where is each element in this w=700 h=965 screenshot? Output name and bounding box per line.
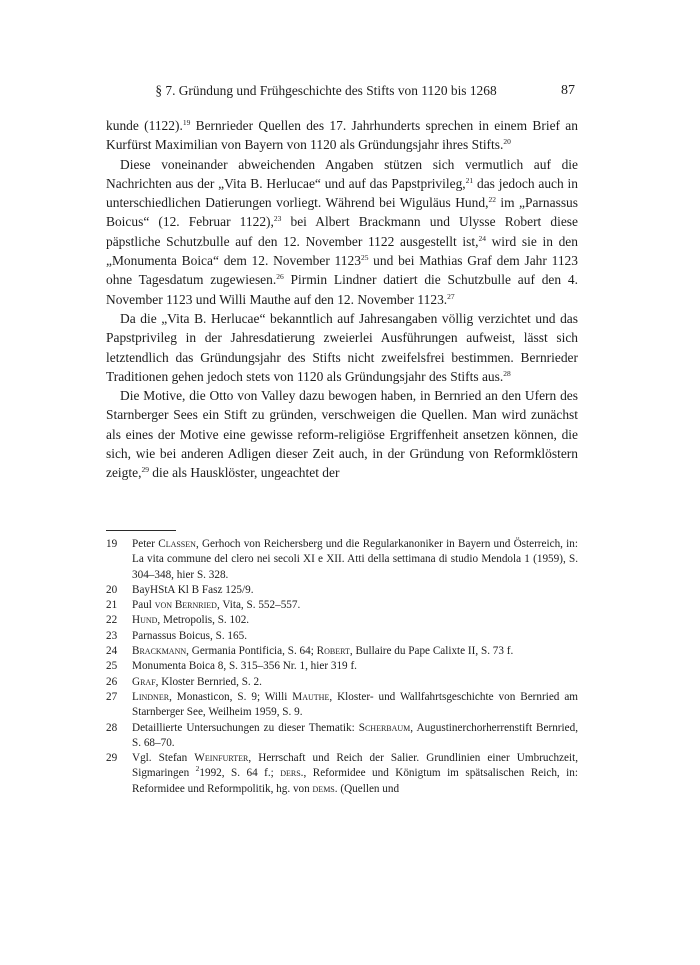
running-header bbox=[106, 82, 546, 100]
footnote-ref: 22 bbox=[488, 195, 496, 205]
footnote-23 bbox=[106, 629, 578, 644]
edition-superscript: 2 bbox=[195, 764, 200, 774]
footnote-ref: 20 bbox=[503, 137, 511, 147]
author-name: Brackmann bbox=[132, 645, 187, 658]
footnote-number: 25 bbox=[106, 660, 118, 673]
text-run: Paul bbox=[132, 599, 155, 612]
footnote-number: 23 bbox=[106, 629, 118, 642]
footnote-number: 26 bbox=[106, 675, 118, 688]
footnote-text bbox=[132, 690, 578, 721]
footnote-29 bbox=[106, 751, 578, 797]
footnote-number: 19 bbox=[106, 538, 118, 550]
text-run: Die Motive, die Otto von Valley dazu bewogen haben, in Bernried an den Ufern des Starnberger Sees ein Stift zu gründen, verschweigen die Quellen. Man wird zunächst als eines der Motive eine gewisse reform-religiöse Ergriffenheit ansetzen können, die sich, wie bei anderen Adligen dieser Zeit auch, in der Gründung von Reformklöstern zeigte, bbox=[106, 388, 578, 481]
text-run: , Gerhoch von Reichersberg und die Regularkanoniker in Bayern und Österreich, in: La vita commune del clero nei secoli XI e XII. Atti della settimana di studio Mendola 1 (1959), S. 304–348, hier S. 328. bbox=[132, 538, 578, 581]
footnote-text bbox=[132, 583, 578, 598]
author-name: Graf bbox=[132, 675, 156, 688]
text-run: im „Parnassus Boicus“ (12. Februar 1122), bbox=[106, 195, 578, 230]
section-title: § 7. Gründung und Frühgeschichte des Stifts von 1120 bis 1268 bbox=[155, 83, 497, 98]
text-run: die als Hausklöster, ungeachtet der bbox=[148, 465, 340, 481]
text-run: kunde (1122). bbox=[106, 118, 183, 133]
author-name: Hund bbox=[132, 614, 158, 627]
text-run: das jedoch auch in unterschiedlichen Datierungen vorliegt. Während bei Wiguläus Hund, bbox=[106, 175, 578, 211]
footnote-text bbox=[132, 613, 578, 628]
paragraph bbox=[106, 116, 578, 155]
text-run: Da die „Vita B. Herlucae“ bekanntlich auf Jahresangaben völlig verzichtet und das Papstprivileg in der Jahresdatierung zweierlei Ausführungen aufweist, lässt sich letztendlich das Gründungsjahr des Stifts nicht zweifelsfrei bestimmen. Bernrieder Traditionen gehen jedoch stets von 1120 als Gründungsjahr des Stifts aus. bbox=[106, 310, 578, 384]
text-run: Bernrieder Quellen des 17. Jahrhunderts sprechen in einem Brief an Kurfürst Maximilian von Bayern von 1120 als Gründungsjahr ihres Stifts. bbox=[106, 118, 578, 153]
footnote-ref: 24 bbox=[478, 233, 486, 243]
text-run: 1992, S. 64 f.; bbox=[199, 767, 281, 780]
text-run: bei Albert Brackmann und Ulysse Robert diese päpstliche Schutzbulle auf den 12. November 1122 ausgestellt ist, bbox=[106, 214, 579, 249]
footnote-ref: 19 bbox=[182, 118, 191, 127]
text-run: Monumenta Boica 8, S. 315–356 Nr. 1, hier 319 f. bbox=[132, 660, 357, 673]
author-name: Robert bbox=[316, 645, 350, 658]
text-run: , Germania Pontificia, S. 64; bbox=[186, 645, 317, 658]
author-name: Lindner bbox=[132, 690, 170, 703]
footnote-number: 29 bbox=[106, 752, 118, 765]
paragraph bbox=[106, 386, 578, 482]
main-text bbox=[106, 116, 578, 483]
text-run: Peter bbox=[132, 538, 159, 550]
text-run: Detaillierte Untersuchungen zu dieser Thematik: bbox=[132, 721, 359, 734]
footnote-ref: 25 bbox=[360, 253, 369, 263]
text-run: , Monasticon, S. 9; Willi bbox=[169, 690, 293, 703]
footnote-25 bbox=[106, 659, 578, 674]
footnote-text bbox=[132, 644, 578, 659]
text-run: wird sie in den „Monumenta Boica“ dem 12. November 1123 bbox=[106, 233, 578, 269]
author-name: Classen bbox=[158, 538, 196, 550]
text-run: , Kloster Bernried, S. 2. bbox=[155, 675, 262, 688]
author-name: dems. bbox=[312, 782, 338, 795]
footnote-ref: 26 bbox=[276, 272, 284, 282]
author-name: Scherbaum bbox=[358, 721, 411, 734]
text-run: , Vita, S. 552–557. bbox=[216, 599, 301, 612]
footnote-text bbox=[132, 721, 578, 752]
footnote-19 bbox=[106, 537, 578, 583]
author-name: Weinfurter bbox=[194, 752, 249, 765]
author-name: Mauthe bbox=[292, 690, 330, 703]
text-run: Diese voneinander abweichenden Angaben stützen sich vermutlich auf die Nachrichten aus der „Vita B. Herlucae“ und auf das Papstprivileg, bbox=[106, 156, 578, 191]
footnote-number: 28 bbox=[106, 721, 118, 734]
footnote-24 bbox=[106, 644, 578, 659]
text-run: , Metropolis, S. 102. bbox=[157, 614, 250, 627]
footnote-number: 21 bbox=[106, 599, 118, 612]
footnote-ref: 23 bbox=[273, 214, 282, 224]
author-name: ders. bbox=[280, 767, 304, 780]
footnotes bbox=[106, 537, 578, 797]
text-run: , Reformidee und Königtum im spätsalischen Reich, in: Reformidee und Reformpolitik, hg. von bbox=[132, 767, 578, 795]
paragraph bbox=[106, 155, 578, 309]
paragraph bbox=[106, 309, 578, 386]
footnote-ref: 27 bbox=[447, 291, 455, 301]
footnote-text bbox=[132, 675, 578, 690]
text-run: und bei Mathias Graf dem Jahr 1123 ohne Tagesdatum zugewiesen. bbox=[106, 253, 578, 288]
page-number: 87 bbox=[561, 83, 575, 98]
text-run: , Herrschaft und Reich der Salier. Grundlinien einer Umbruchzeit, Sigmaringen bbox=[132, 752, 578, 780]
footnote-number: 27 bbox=[106, 690, 118, 703]
footnote-26 bbox=[106, 675, 578, 690]
text-run: , Augustinerchorherrenstift Bernried, S. 68–70. bbox=[132, 721, 578, 749]
footnote-20 bbox=[106, 583, 578, 598]
text-run: BayHStA Kl B Fasz 125/9. bbox=[132, 583, 254, 596]
text-run: Pirmin Lindner datiert die Schutzbulle auf den 4. November 1123 und Willi Mauthe auf den 12. November 1123. bbox=[106, 272, 578, 307]
text-run: , Kloster- und Wallfahrtsgeschichte von Bernried am Starnberger See, Weilheim 1959, S. 9. bbox=[132, 690, 578, 719]
footnote-divider bbox=[106, 530, 176, 531]
footnote-22 bbox=[106, 613, 578, 628]
footnote-text bbox=[132, 751, 578, 797]
text-run: Vgl. Stefan bbox=[132, 752, 195, 765]
footnote-number: 24 bbox=[106, 645, 118, 658]
footnote-ref: 21 bbox=[465, 175, 474, 185]
text-run: (Quellen und bbox=[337, 782, 400, 795]
text-run: , Bullaire du Pape Calixte II, S. 73 f. bbox=[349, 645, 514, 658]
text-run: Parnassus Boicus, S. 165. bbox=[132, 629, 247, 642]
footnote-21 bbox=[106, 598, 578, 613]
footnote-number: 20 bbox=[106, 583, 118, 596]
footnote-number: 22 bbox=[106, 614, 118, 627]
footnote-ref: 28 bbox=[503, 368, 511, 378]
footnote-text bbox=[132, 537, 578, 583]
footnote-text bbox=[132, 598, 578, 613]
footnote-text bbox=[132, 629, 578, 644]
author-name: von Bernried bbox=[154, 599, 217, 612]
footnote-28 bbox=[106, 721, 578, 752]
footnote-ref: 29 bbox=[141, 465, 149, 475]
footnote-text bbox=[132, 659, 578, 674]
footnote-27 bbox=[106, 690, 578, 721]
